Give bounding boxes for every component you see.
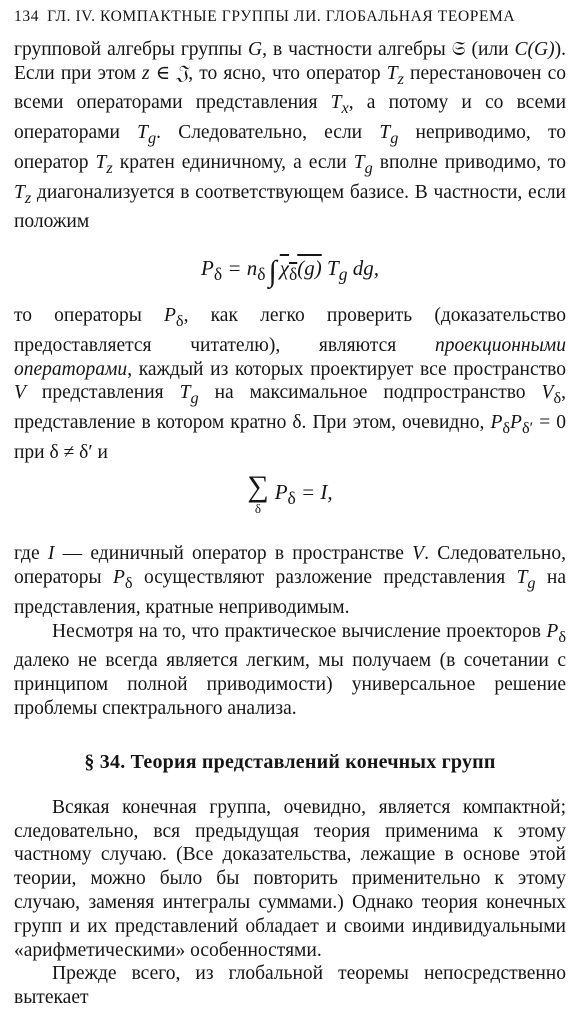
math-symbol: V	[541, 382, 554, 404]
math-symbol: = I,	[295, 479, 333, 504]
math-subscript: δ	[257, 264, 266, 285]
paragraph-1	[14, 38, 566, 234]
text-run: ). Если при этом	[14, 39, 566, 84]
text-run: (или	[465, 39, 515, 60]
text-run: Несмотря на то, что практическое вычисление проекторов	[52, 620, 547, 642]
text-run: , представление в котором кратно δ. При этом, очевидно,	[14, 382, 566, 433]
math-subscript: δ	[558, 627, 566, 646]
math-subscript: g	[148, 129, 157, 148]
math-subscript: δ	[213, 264, 223, 285]
math-symbol: T	[516, 567, 528, 589]
text-run: = 0 при δ ≠ δ′ и	[14, 412, 567, 463]
math-symbol: P	[113, 567, 125, 589]
math-symbol: P	[510, 412, 522, 433]
sum-index: δ	[254, 501, 262, 517]
math-symbol: 𝔖	[451, 39, 466, 60]
math-subscript: x	[341, 99, 349, 118]
math-symbol: T	[330, 92, 342, 114]
math-symbol: I	[47, 543, 55, 565]
math-subscript: z	[106, 158, 113, 177]
text-run: , а потому и со всеми операторами	[14, 92, 567, 144]
text-run: , каждый из которых проектирует все пространство	[127, 358, 566, 380]
book-page	[14, 8, 566, 1010]
text-run: групповой алгебры группы	[14, 39, 249, 60]
math-symbol: (g)	[297, 256, 322, 281]
text-run: на представления, кратные неприводимым.	[14, 567, 567, 618]
running-header	[14, 8, 566, 30]
paragraph-3	[14, 542, 566, 619]
equation-projector	[14, 246, 566, 290]
sum-body	[275, 480, 333, 509]
section-heading: § 34. Теория представлений конечных групп	[84, 750, 496, 773]
math-subscript: δ′	[521, 418, 534, 437]
text-run: представления	[25, 382, 180, 404]
math-symbol: G	[248, 39, 263, 60]
math-subscript: δ	[502, 418, 511, 437]
paragraph-4	[14, 620, 566, 721]
text-run: , как легко проверить (доказательство предоставляется читателю), являются	[14, 305, 566, 356]
math-subscript: δ	[175, 311, 184, 330]
math-subscript: δ	[287, 488, 296, 509]
math-symbol: T	[386, 62, 398, 84]
text-run: . Следовательно, если	[156, 122, 380, 144]
math-symbol: T	[353, 151, 365, 173]
math-symbol: χ	[279, 256, 290, 281]
math-subscript: g	[390, 129, 399, 148]
math-symbol: = n	[222, 256, 258, 281]
math-subscript: z	[24, 188, 32, 207]
math-symbol: P	[163, 305, 176, 327]
running-title: ГЛ. IV. КОМПАКТНЫЕ ГРУППЫ ЛИ. ГЛОБАЛЬНАЯ ТЕОРЕМА	[47, 8, 516, 25]
math-subscript: g	[190, 389, 199, 408]
math-subscript: g	[527, 574, 536, 593]
paragraph-6: Прежде всего, из глобальной теоремы непосредственно вытекает	[14, 963, 566, 1009]
math-symbol: dg,	[347, 256, 379, 281]
math-symbol: P	[490, 412, 503, 433]
math-symbol: P	[201, 256, 214, 281]
text-run: . Следовательно, операторы	[14, 543, 566, 589]
text-run: вполне приводимо, то	[372, 151, 566, 173]
math-symbol: P	[546, 620, 559, 642]
text-run: , то ясно, что оператор	[188, 62, 387, 84]
text-run: диагонализуется в соответствующем базисе. В частности, если положим	[14, 181, 566, 233]
page-number: 134	[14, 8, 40, 25]
text-run: перестановочен со всеми операторами представления	[14, 62, 566, 114]
text-run: далеко не всегда является легким, мы получаем (в сочетании с принципом полной приводимости) универсальное решение проблемы спектрального анализа.	[14, 650, 566, 720]
sum-sign: ∑	[247, 470, 269, 504]
math-symbol: T	[179, 382, 191, 404]
math-subscript: z	[397, 69, 404, 88]
math-symbol: P	[274, 479, 288, 504]
math-symbol: T	[137, 122, 148, 144]
text-run: кратен единичному, а если	[112, 151, 354, 173]
text-run: где	[14, 543, 48, 565]
math-subscript: g	[364, 158, 373, 177]
integral-sign: ∫	[268, 255, 277, 289]
math-symbol: V	[412, 543, 425, 565]
text-run: — единичный оператор в пространстве	[54, 543, 413, 565]
sum-operator	[247, 472, 268, 516]
math-symbol: T	[14, 181, 25, 203]
paragraph-2	[14, 304, 566, 464]
paragraph-5: Всякая конечная группа, очевидно, является компактной; следовательно, вся предыдущая теория применима к этому частному случаю. (Все доказательства, лежащие в основе этой теории, можно было бы повторить применительно к этому случаю, заменяя интегралы суммами.) Однако теория конечных групп и их представлений обладает и своими индивидуальными «арифметическими» особенностями.	[14, 796, 566, 961]
math-subscript: δ	[289, 264, 298, 285]
math-subscript: δ	[553, 389, 562, 408]
math-symbol: T	[95, 151, 107, 173]
equation-sum-of-projectors	[14, 472, 566, 534]
text-run: неприводимо, то оператор	[14, 122, 567, 173]
emphasized-term: проекционными операторами	[14, 334, 566, 380]
conjugated-character	[279, 256, 322, 285]
text-run: осуществляют разложение представления	[132, 567, 517, 589]
math-symbol: C(G)	[514, 39, 555, 60]
text-run: то операторы	[14, 305, 164, 327]
text-run: на максимальное подпространство	[198, 382, 542, 404]
math-subscript: g	[338, 264, 348, 285]
math-symbol: T	[321, 256, 339, 281]
text-run: , в частности алгебры	[262, 39, 452, 60]
math-symbol: z ∈ 𝔍	[142, 62, 189, 84]
math-symbol: T	[379, 122, 391, 144]
math-subscript: δ	[124, 574, 133, 593]
math-symbol: V	[14, 382, 26, 404]
